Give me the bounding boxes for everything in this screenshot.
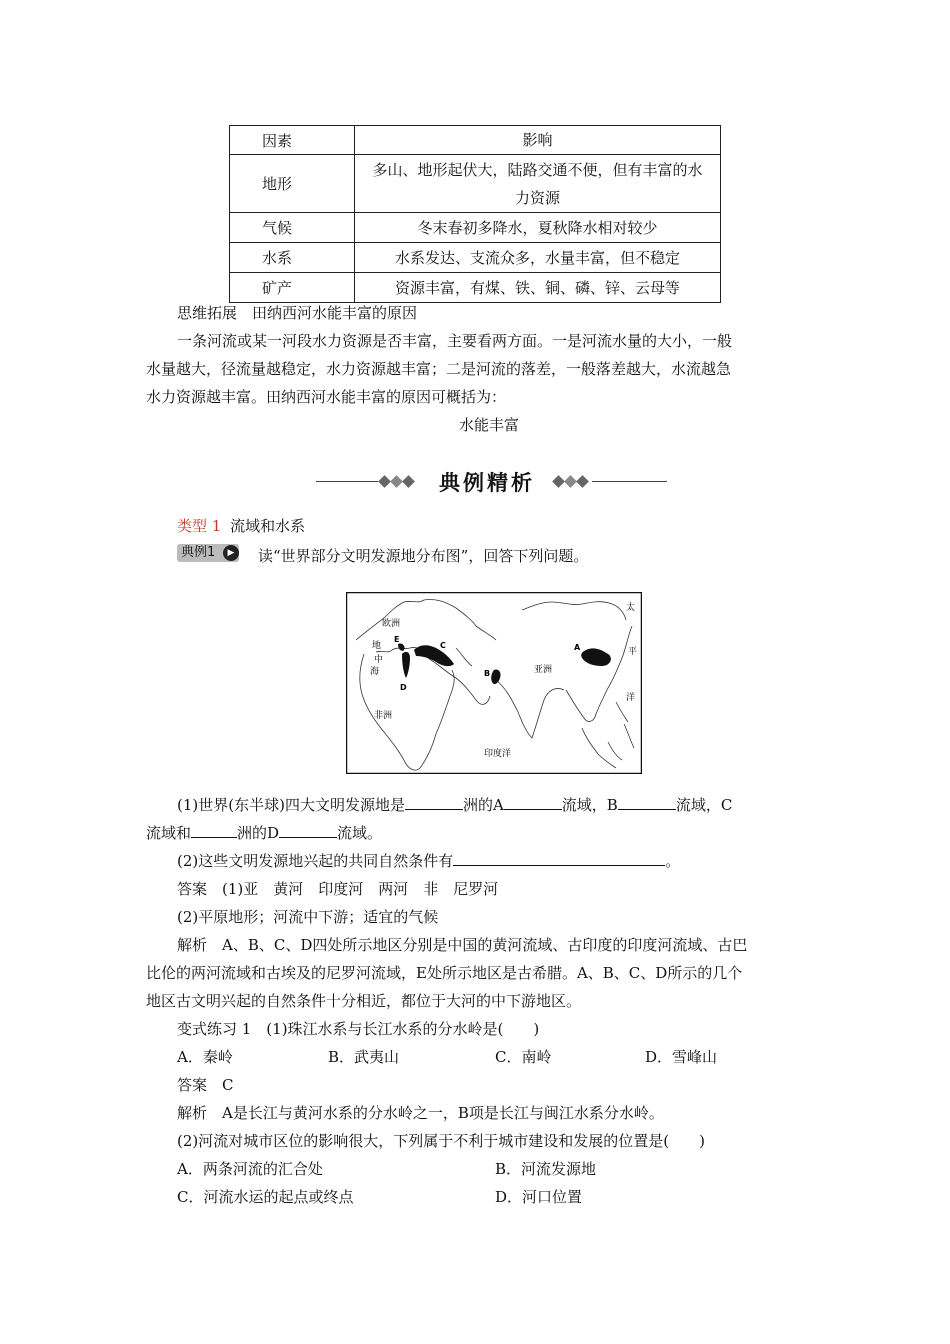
option[interactable]: D．河口位置 [495, 1188, 583, 1206]
analysis-line: 解析 A、B、C、D四处所示地区分别是中国的黄河流域、古印度的印度河流域、古巴 [177, 936, 748, 954]
map-label-europe: 欧洲 [382, 619, 401, 629]
table-row-impact: 多山、地形起伏大，陆路交通不便，但有丰富的水 力资源 [355, 155, 721, 213]
diamond-icon [402, 475, 415, 488]
diamond-icon [576, 475, 589, 488]
answer-blank[interactable] [453, 851, 665, 866]
option[interactable]: B．河流发源地 [495, 1160, 597, 1178]
answer-blank[interactable] [279, 823, 337, 838]
table-row-factor: 气候 [230, 213, 355, 243]
table-row-factor: 矿产 [230, 273, 355, 303]
table-header-factor: 因素 [230, 126, 355, 155]
option[interactable]: A．两条河流的汇合处 [177, 1160, 323, 1178]
play-icon: ▶ [223, 545, 239, 561]
table-row-factor: 水系 [230, 243, 355, 273]
map-label-e: E [394, 635, 400, 644]
section-rule-right [592, 481, 667, 482]
option[interactable]: B．武夷山 [328, 1048, 400, 1066]
section-title: 典例精析 [439, 471, 535, 495]
diamond-icon [564, 475, 577, 488]
option[interactable]: C．河流水运的起点或终点 [177, 1188, 354, 1206]
answer-blank[interactable] [504, 795, 562, 810]
map-label-a: A [574, 643, 581, 652]
extension-paragraph: 水力资源越丰富。田纳西河水能丰富的原因可概括为： [146, 388, 507, 406]
map-label-c: C [440, 641, 446, 650]
table-row-factor: 地形 [230, 155, 355, 213]
factors-table [229, 125, 721, 303]
map-label-di: 地 [372, 641, 382, 651]
type-heading [177, 515, 305, 536]
table-row-impact: 水系发达、支流众多，水量丰富，但不稳定 [355, 243, 721, 273]
map-label-africa: 非洲 [374, 711, 393, 721]
type-label: 类型 1 [177, 517, 222, 535]
civilization-map [346, 592, 642, 774]
map-label-yang: 洋 [626, 693, 636, 703]
map-label-b: B [484, 669, 491, 678]
question-1-line1: (1)世界(东半球)四大文明发源地是 洲的A 流域，B 流域，C [177, 796, 733, 814]
map-label-ping: 平 [628, 647, 638, 657]
diamond-icon [390, 475, 403, 488]
map-label-asia: 亚洲 [534, 665, 553, 675]
variant-question-1: 变式练习 1 (1)珠江水系与长江水系的分水岭是( ) [177, 1020, 540, 1038]
extension-paragraph: 水量越大，径流量越稳定，水力资源越丰富；二是河流的落差，一般落差越大，水流越急 [146, 360, 732, 378]
analysis-line: 比伦的两河流域和古埃及的尼罗河流域，E处所示地区是古希腊。A、B、C、D所示的几个 [146, 964, 743, 982]
variant-answer: 答案 C [177, 1076, 234, 1094]
answer-blank[interactable] [618, 795, 676, 810]
diamond-icon [378, 475, 391, 488]
question-2: (2)这些文明发源地兴起的共同自然条件有 。 [177, 852, 681, 870]
section-rule-left [316, 481, 378, 482]
answer-blank[interactable] [191, 823, 237, 838]
answer-line: 答案 (1)亚 黄河 印度河 两河 非 尼罗河 [177, 880, 499, 898]
answer-line: (2)平原地形；河流中下游；适宜的气候 [177, 908, 439, 926]
table-row-impact: 冬末春初多降水，夏秋降水相对较少 [355, 213, 721, 243]
map-label-tai: 太 [626, 603, 636, 613]
diamond-icon [552, 475, 565, 488]
variant-question-2: (2)河流对城市区位的影响很大，下列属于不利于城市建设和发展的位置是( ) [177, 1132, 705, 1150]
map-label-hai: 海 [370, 667, 380, 677]
type-title: 流域和水系 [230, 517, 306, 535]
map-label-indian-ocean: 印度洋 [484, 749, 512, 759]
option[interactable]: A．秦岭 [177, 1048, 233, 1066]
analysis-line: 地区古文明兴起的自然条件十分相近，都位于大河的中下游地区。 [146, 992, 582, 1010]
extension-paragraph: 一条河流或某一河段水力资源是否丰富，主要看两方面。一是河流水量的大小，一般 [177, 332, 733, 350]
option[interactable]: C．南岭 [495, 1048, 552, 1066]
option[interactable]: D．雪峰山 [645, 1048, 718, 1066]
table-header-impact: 影响 [355, 126, 721, 155]
extension-center: 水能丰富 [459, 416, 520, 434]
example-badge: 典例1 ▶ [177, 544, 239, 562]
answer-blank[interactable] [405, 795, 463, 810]
question-1-line2: 流域和 洲的D 流域。 [146, 824, 383, 842]
map-label-zhong: 中 [374, 655, 384, 665]
example-prompt: 读“世界部分文明发源地分布图”，回答下列问题。 [258, 547, 589, 565]
table-row-impact: 资源丰富，有煤、铁、铜、磷、锌、云母等 [355, 273, 721, 303]
variant-analysis: 解析 A是长江与黄河水系的分水岭之一，B项是长江与闽江水系分水岭。 [177, 1104, 664, 1122]
map-label-d: D [400, 683, 407, 692]
extension-title: 思维拓展 田纳西河水能丰富的原因 [177, 304, 418, 322]
